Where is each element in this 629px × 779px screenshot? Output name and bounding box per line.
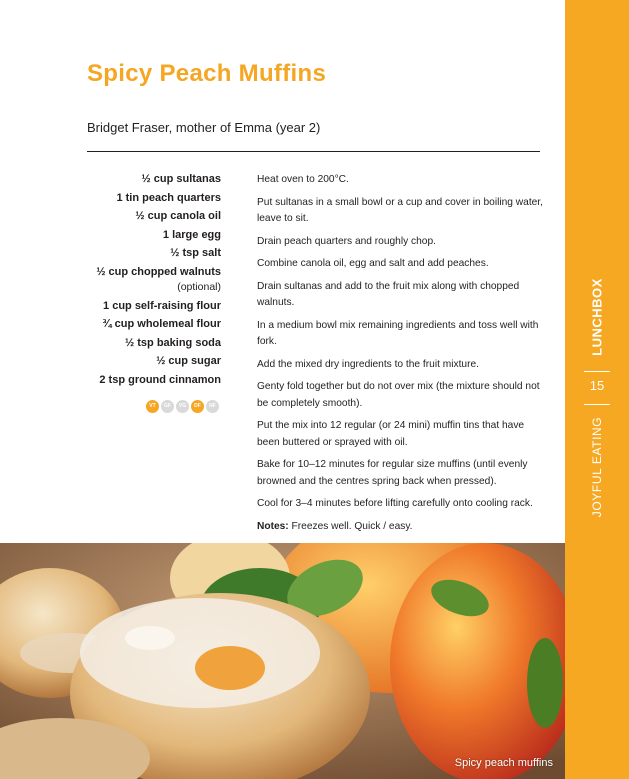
divider <box>584 404 610 405</box>
method-step: Genty fold together but do not over mix (the mixture should not be completely smooth). <box>257 381 540 409</box>
ingredient-item <box>87 228 221 243</box>
ingredient-text: ½ cup sultanas <box>141 173 221 185</box>
method-step: Cool for 3–4 minutes before lifting carefully onto cooling rack. <box>257 498 533 509</box>
ingredient-text: ½ tsp baking soda <box>125 336 221 349</box>
ingredient-item <box>87 172 221 187</box>
ingredient-text: 1 tin peach quarters <box>116 191 221 204</box>
dietary-badge-vg: VG <box>176 400 189 413</box>
muffin-photo <box>0 543 565 779</box>
method-steps <box>257 172 547 541</box>
divider <box>87 151 540 152</box>
ingredient-text: 1 large egg <box>162 228 221 241</box>
peach-muffins-image <box>0 543 565 779</box>
ingredient-item <box>87 191 221 206</box>
ingredient-item <box>87 299 221 314</box>
ingredient-text: 2 tsp ground cinnamon <box>99 373 221 386</box>
method-step: Put sultanas in a small bowl or a cup and cover in boiling water, leave to sit. <box>257 196 543 224</box>
ingredient-text: ½ tsp salt <box>170 247 221 260</box>
ingredient-item <box>87 317 221 332</box>
method-step: Drain peach quarters and roughly chop. <box>257 235 436 247</box>
ingredient-text: ½ cup chopped walnuts <box>96 265 221 278</box>
book-title-box <box>587 412 607 522</box>
ingredient-text: ½ cup canola oil <box>135 210 221 223</box>
ingredient-text: ½ cup sugar <box>156 355 221 368</box>
method-step: Drain sultanas and add to the fruit mix along with chopped walnuts. <box>257 280 520 308</box>
ingredient-text: ¾ cup wholemeal flour <box>102 318 221 331</box>
notes-text: Freezes well. Quick / easy. <box>288 520 413 532</box>
method-step: In a medium bowl mix remaining ingredients and toss well with fork. <box>257 319 539 347</box>
dietary-badge-vt: VT <box>146 400 159 413</box>
page-number: 15 <box>589 378 605 393</box>
method-step: Combine canola oil, egg and salt and add peaches. <box>257 258 489 269</box>
section-label-box <box>587 272 607 362</box>
dietary-badges <box>146 400 219 413</box>
method-step: Add the mixed dry ingredients to the fruit mixture. <box>257 358 479 370</box>
ingredient-item <box>87 354 221 369</box>
method-step: Bake for 10–12 minutes for regular size muffins (until evenly browned and the centres spring back when pressed). <box>257 459 528 487</box>
ingredient-note: (optional) <box>177 280 221 293</box>
dietary-badge-gf: GF <box>161 400 174 413</box>
divider <box>584 371 610 372</box>
method-step: Heat oven to 200°C. <box>257 174 349 185</box>
book-title: JOYFUL EATING <box>590 416 604 518</box>
ingredient-text: 1 cup self-raising flour <box>103 299 221 312</box>
notes-label: Notes: <box>257 520 289 532</box>
dietary-badge-nf: NF <box>206 400 219 413</box>
ingredients-list <box>87 172 221 392</box>
section-label: LUNCHBOX <box>589 278 605 356</box>
sidebar-tab <box>565 0 629 779</box>
photo-caption: Spicy peach muffins <box>454 757 553 769</box>
ingredient-item <box>87 246 221 261</box>
ingredient-item <box>87 209 221 224</box>
ingredient-item <box>87 373 221 388</box>
ingredient-item <box>87 265 221 295</box>
method-step: Put the mix into 12 regular (or 24 mini) muffin tins that have been buttered or sprayed with oil. <box>257 420 525 448</box>
recipe-title: Spicy Peach Muffins <box>87 60 327 87</box>
recipe-notes <box>257 519 547 536</box>
recipe-author: Bridget Fraser, mother of Emma (year 2) <box>87 120 321 135</box>
dietary-badge-df: DF <box>191 400 204 413</box>
ingredient-item <box>87 336 221 351</box>
